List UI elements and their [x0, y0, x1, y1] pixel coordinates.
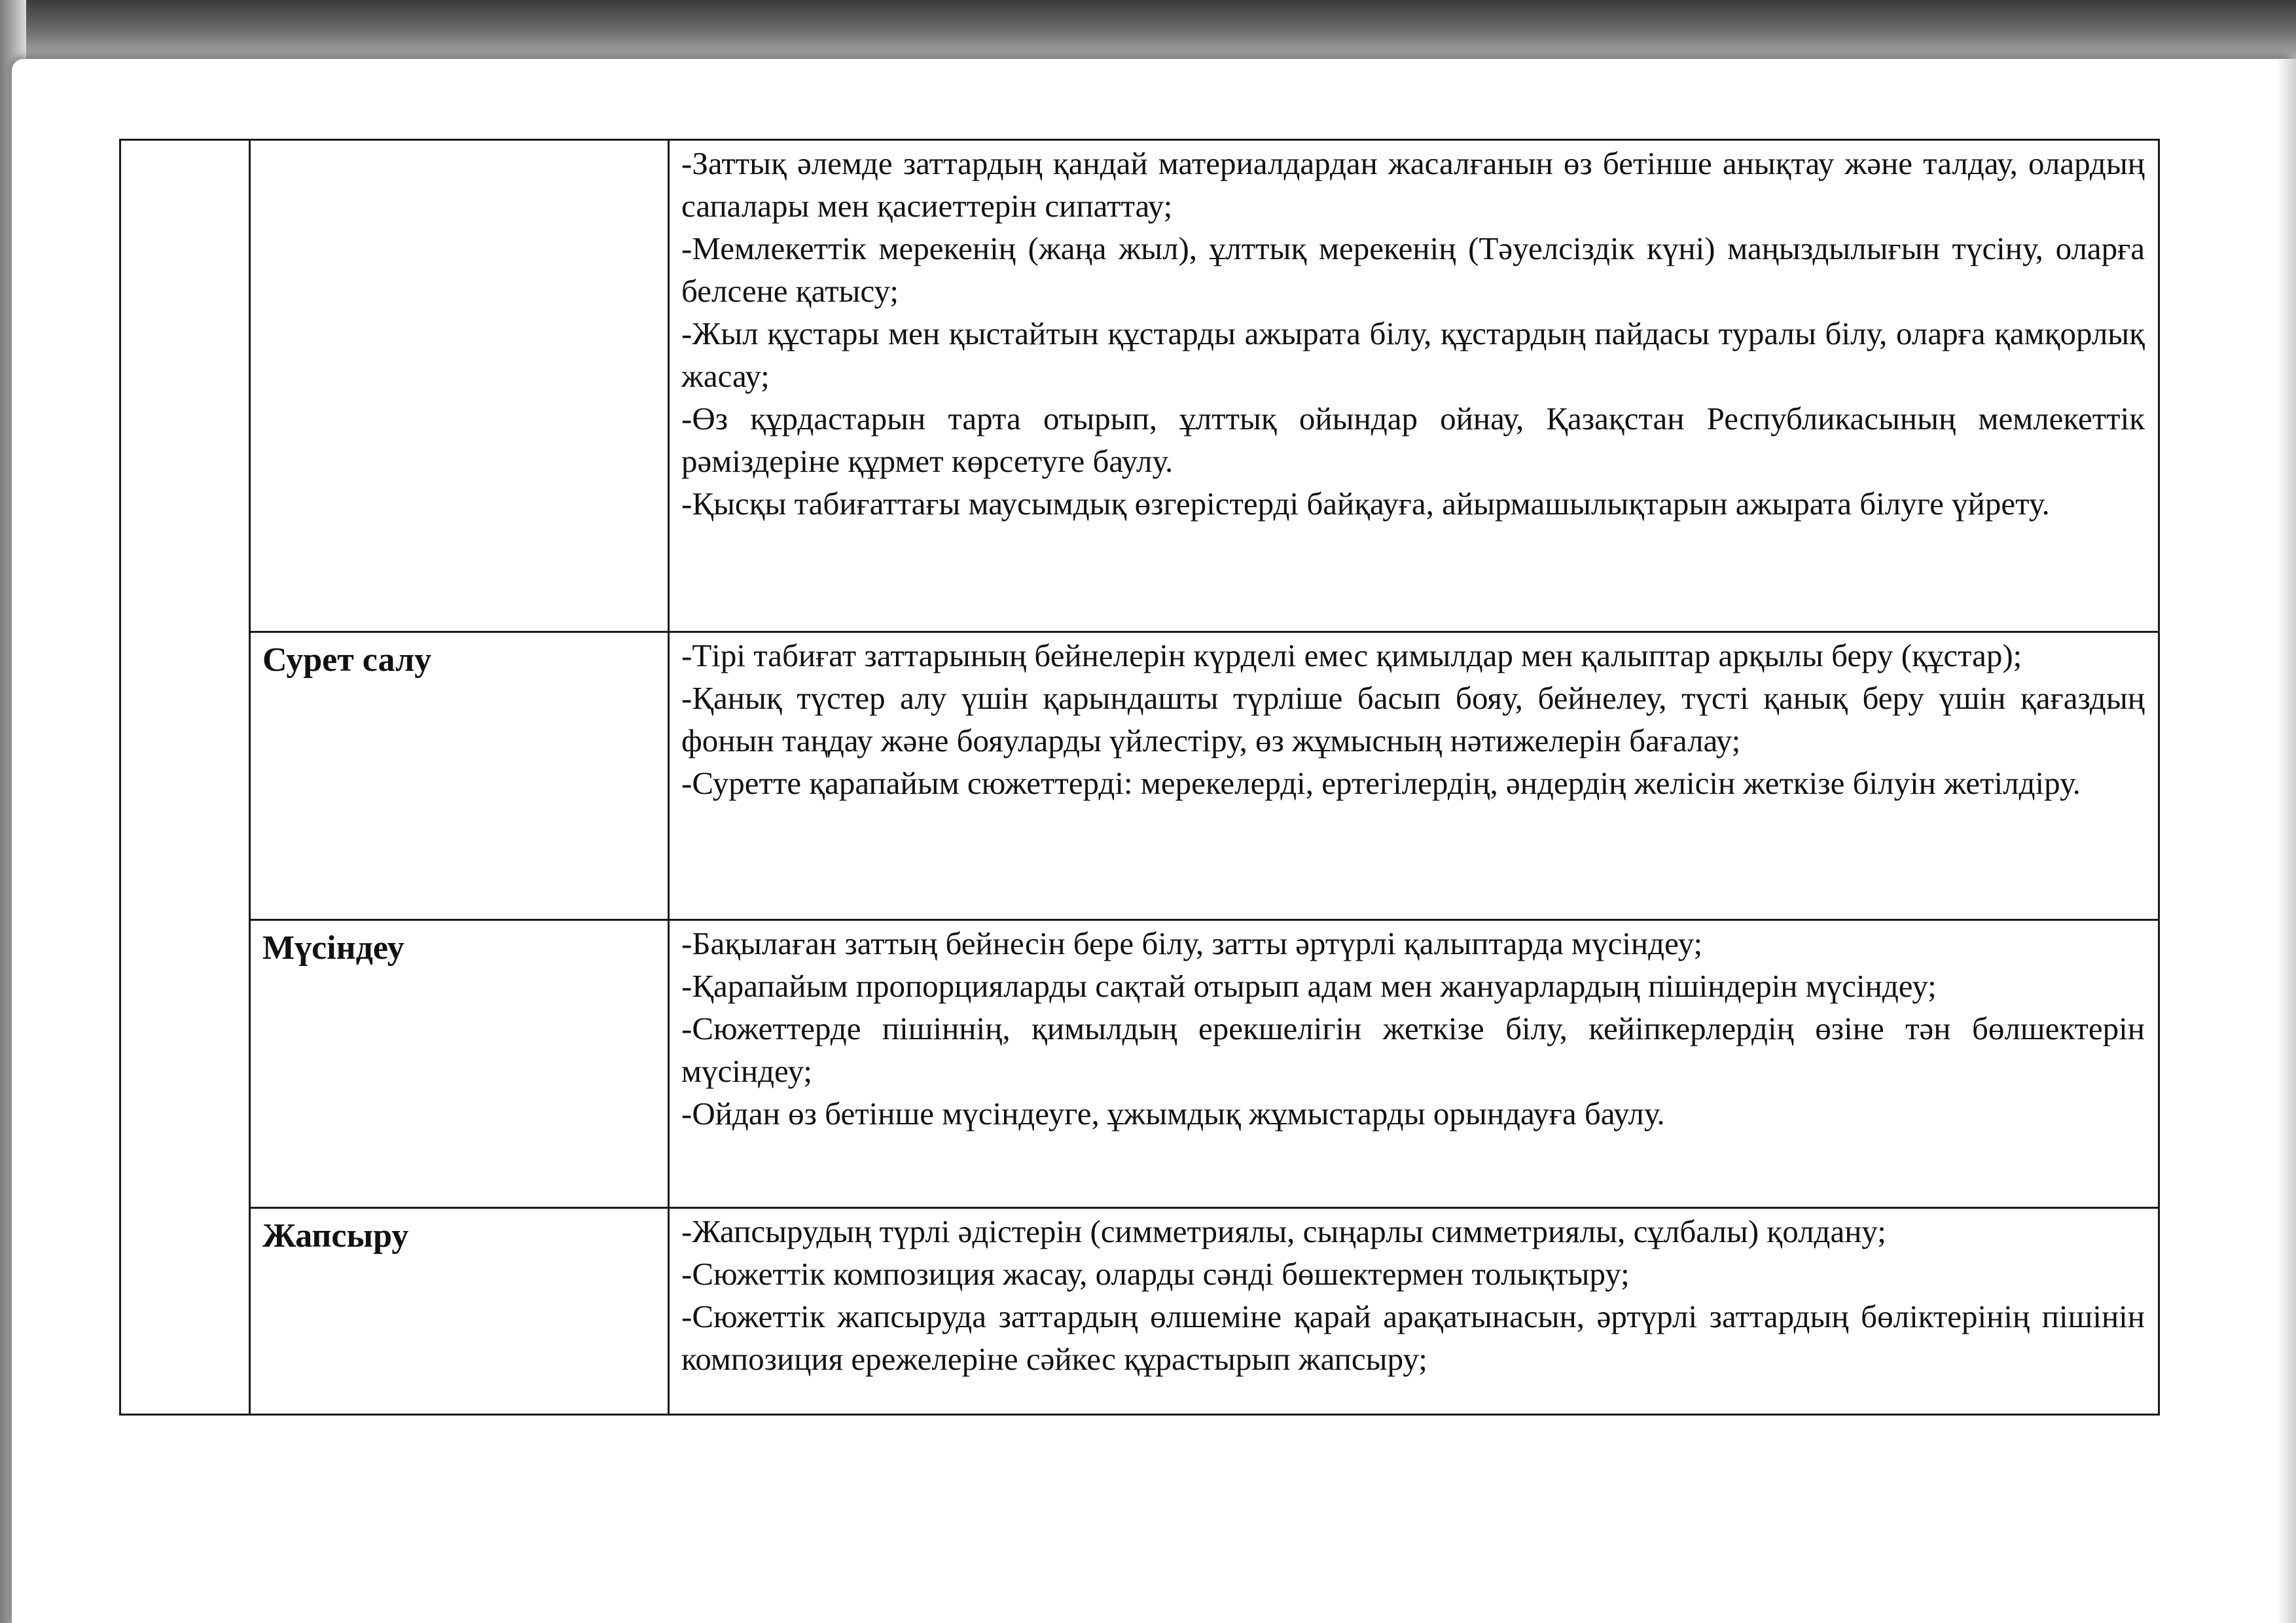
list-item: -Сюжеттік композиция жасау, оларды сәнді бөшектермен толықтыру; [681, 1256, 1630, 1292]
list-item: -Суретте қарапайым сюжеттерді: мерекелерді, ертегілердің, әндердің желісін жеткізе білуін жетілдіру. [681, 765, 2081, 801]
page-right-edge [2276, 59, 2296, 1623]
content-cell [669, 920, 2159, 1208]
list-item: -Бақылаған заттың бейнесін бере білу, затты әртүрлі қалыптарда мүсіндеу; [681, 925, 1703, 961]
subject-label: Жапсыру [262, 1217, 409, 1255]
table-row [120, 140, 2159, 632]
curriculum-table [119, 139, 2160, 1416]
table-row [120, 920, 2159, 1208]
list-item: -Қарапайым пропорцияларды сақтай отырып адам мен жануарлардың пішіндерін мүсіндеу; [681, 968, 1937, 1004]
table-row [120, 632, 2159, 920]
list-item: -Жыл құстары мен қыстайтын құстарды ажырата білу, құстардың пайдасы туралы білу, оларға қамқорлық жасау; [681, 315, 2145, 394]
list-item: -Тірі табиғат заттарының бейнелерін күрделі емес қимылдар мен қалыптар арқылы беру (құстар); [681, 637, 2022, 673]
subject-label [251, 141, 668, 149]
table-row [120, 1208, 2159, 1415]
subject-cell [250, 920, 669, 1208]
subject-cell [250, 140, 669, 632]
list-item: -Сюжеттерде пішіннің, қимылдың ерекшелігін жеткізе білу, кейіпкерлердің өзіне тән бөлшектерін мүсіндеу; [681, 1010, 2145, 1089]
content-cell [669, 632, 2159, 920]
list-item: -Сюжеттік жапсыруда заттардың өлшеміне қарай арақатынасын, әртүрлі заттардың бөліктерінің пішінін композиция ережелеріне сәйкес құрастырып жапсыру; [681, 1298, 2145, 1377]
subject-label: Мүсіндеу [262, 929, 404, 967]
list-item: -Жапсырудың түрлі әдістерін (симметриялы, сыңарлы симметриялы, сұлбалы) қолдану; [681, 1213, 1886, 1249]
subject-label: Сурет салу [262, 641, 432, 679]
content-cell [669, 1208, 2159, 1415]
list-item: -Мемлекеттік мерекенің (жаңа жыл), ұлттық мерекенің (Тәуелсіздік күні) маңыздылығын түсіну, оларға белсене қатысу; [681, 230, 2145, 309]
list-item: -Ойдан өз бетінше мүсіндеуге, ұжымдық жұмыстарды орындауға баулу. [681, 1096, 1665, 1132]
empty-first-column [120, 140, 250, 1415]
list-item: -Қанық түстер алу үшін қарындашты түрліше басып бояу, бейнелеу, түсті қанық беру үшін қағаздың фонын таңдау және бояуларды үйлестіру, өз жұмысның нәтижелерін бағалау; [681, 680, 2145, 758]
subject-cell [250, 632, 669, 920]
subject-cell [250, 1208, 669, 1415]
list-item: -Қысқы табиғаттағы маусымдық өзгерістерді байқауға, айырмашылықтарын ажырата білуге үйрету. [681, 486, 2050, 522]
list-item: -Заттық әлемде заттардың қандай материалдардан жасалғанын өз бетінше анықтау және талдау, олардың сапалары мен қасиеттерін сипаттау; [681, 145, 2145, 224]
content-cell [669, 140, 2159, 632]
list-item: -Өз құрдастарын тарта отырып, ұлттық ойындар ойнау, Қазақстан Республикасының мемлекеттік рәміздеріне құрмет көрсетуге баулу. [681, 401, 2145, 479]
